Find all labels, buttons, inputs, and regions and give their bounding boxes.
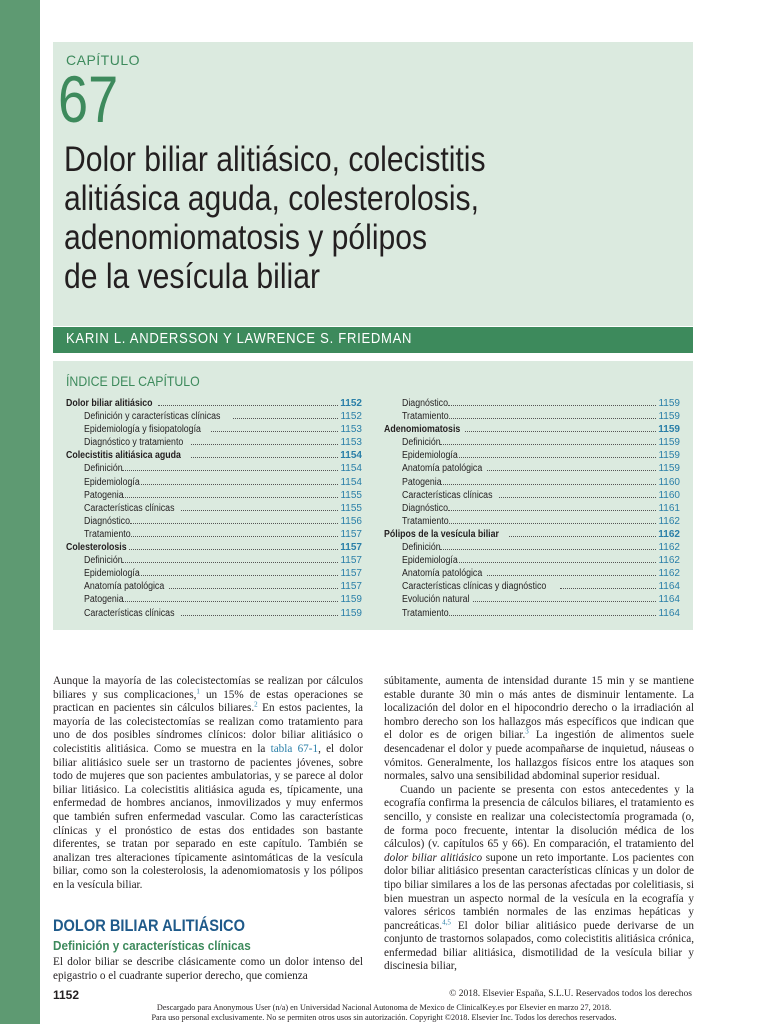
toc-leader-dots bbox=[509, 529, 657, 537]
toc-entry-page[interactable]: 1164 bbox=[658, 594, 680, 606]
toc-leader-dots bbox=[449, 516, 657, 524]
toc-entry-label: Tratamiento bbox=[402, 607, 449, 619]
toc-entry-page[interactable]: 1154 bbox=[340, 476, 362, 488]
toc-entry-label: Diagnóstico bbox=[402, 502, 448, 514]
toc-entry-page[interactable]: 1153 bbox=[340, 424, 362, 436]
toc-entry-page[interactable]: 1157 bbox=[340, 581, 362, 593]
toc-entry-label: Definición bbox=[84, 555, 123, 567]
toc-entry-label: Adenomiomatosis bbox=[384, 424, 461, 436]
toc-entry-page[interactable]: 1161 bbox=[658, 502, 680, 514]
toc-entry[interactable] bbox=[66, 410, 362, 423]
toc-entry[interactable] bbox=[66, 423, 362, 436]
toc-entry[interactable] bbox=[66, 397, 362, 410]
toc-leader-dots bbox=[441, 477, 656, 485]
toc-entry-page[interactable]: 1152 bbox=[340, 411, 362, 423]
toc-entry-label: Colecistitis alitiásica aguda bbox=[66, 450, 181, 462]
toc-entry-label: Definición bbox=[84, 463, 123, 475]
chapter-number: 67 bbox=[58, 62, 119, 136]
toc-leader-dots bbox=[191, 437, 339, 445]
toc-entry-page[interactable]: 1160 bbox=[658, 489, 680, 501]
toc-entry-page[interactable]: 1153 bbox=[340, 437, 362, 449]
body-column-right bbox=[384, 675, 694, 974]
toc-entry-page[interactable]: 1155 bbox=[340, 502, 362, 514]
toc-entry-page[interactable]: 1162 bbox=[658, 555, 680, 567]
toc-entry-page[interactable]: 1164 bbox=[658, 607, 680, 619]
citation[interactable]: 2 bbox=[254, 700, 258, 709]
toc-leader-dots bbox=[131, 529, 339, 537]
toc-entry-label: Definición bbox=[402, 542, 441, 554]
toc-leader-dots bbox=[448, 503, 656, 511]
citation[interactable]: 3 bbox=[525, 727, 529, 736]
toc-entry[interactable] bbox=[384, 489, 680, 502]
chapter-title-line: adenomiomatosis y pólipos bbox=[64, 218, 428, 257]
toc-entry-label: Epidemiología bbox=[84, 568, 140, 580]
toc-entry[interactable] bbox=[384, 410, 680, 423]
toc-entry-label: Patogenia bbox=[402, 476, 442, 488]
toc-leader-dots bbox=[129, 542, 338, 550]
toc-entry-label: Anatomía patológica bbox=[402, 568, 483, 580]
toc-leader-dots bbox=[487, 568, 656, 576]
toc-leader-dots bbox=[191, 450, 339, 458]
toc-entry-page[interactable]: 1159 bbox=[340, 594, 362, 606]
toc-leader-dots bbox=[211, 424, 339, 432]
chapter-label: CAPÍTULO bbox=[66, 52, 141, 68]
toc-entry-page[interactable]: 1152 bbox=[340, 398, 362, 409]
toc-entry[interactable] bbox=[66, 515, 362, 528]
toc-heading: ÍNDICE DEL CAPÍTULO bbox=[66, 373, 200, 389]
paragraph: Cuando un paciente se presenta con estos antecedentes y la ecografía confirma la presencia de cálculos biliares, el tratamiento es sencillo, y consiste en realizar una colecistectomía programada (o, de forma poco frecuente, intentar la disolución médica de los cálculos) (v. capítulos 65 y 66). En comparación, el tratamiento del dolor biliar alitiásico supone un reto importante. Los pacientes con dolor biliar alitiásico presentan características clínicas y un dolor de tipo biliar similares a los de las personas afectadas por colelitiasis, si bien muestran un aspecto normal de la vesícula en la ecografía y valores séricos también normales de las enzimas hepáticas y pancreáticas.$^{4,5}$ El dolor biliar alitiásico puede derivarse de un conjunto de trastornos solapados, como colecistitis alitiásica crónica, enfermedad biliar alitiásica, dismotilidad de la vesícula biliar y discinesia biliar, bbox=[384, 783, 694, 973]
toc-entry[interactable] bbox=[384, 423, 680, 436]
toc-entry[interactable] bbox=[66, 476, 362, 489]
toc-column-left bbox=[66, 397, 362, 620]
side-color-bar bbox=[0, 0, 40, 1024]
toc-entry[interactable] bbox=[384, 567, 680, 580]
toc-leader-dots bbox=[123, 490, 338, 498]
paragraph: El dolor biliar se describe clásicamente como un dolor intenso del epigastrio o el cuadrante superior derecho, que comienza bbox=[53, 956, 363, 982]
citation[interactable]: 1 bbox=[196, 686, 200, 695]
toc-entry[interactable] bbox=[66, 528, 362, 541]
toc-leader-dots bbox=[473, 594, 657, 602]
toc-entry-label: Epidemiología y fisiopatología bbox=[84, 424, 201, 436]
body-column-left bbox=[53, 675, 363, 893]
toc-entry-label: Definición y características clínicas bbox=[84, 411, 221, 423]
toc-entry[interactable] bbox=[384, 541, 680, 554]
section-heading: DOLOR BILIAR ALITIÁSICO bbox=[53, 916, 245, 935]
toc-entry-label: Características clínicas y diagnóstico bbox=[402, 581, 547, 593]
toc-leader-dots bbox=[440, 542, 657, 550]
toc-entry[interactable] bbox=[384, 554, 680, 567]
toc-entry[interactable] bbox=[66, 607, 362, 620]
toc-entry-page[interactable]: 1164 bbox=[658, 581, 680, 593]
toc-leader-dots bbox=[465, 424, 657, 432]
toc-leader-dots bbox=[449, 411, 657, 419]
toc-entry-page[interactable]: 1157 bbox=[340, 555, 362, 567]
toc-entry[interactable] bbox=[384, 476, 680, 489]
toc-entry-page[interactable]: 1154 bbox=[340, 450, 362, 462]
toc-entry-label: Tratamiento bbox=[402, 411, 449, 423]
toc-leader-dots bbox=[158, 398, 338, 406]
toc-entry-label: Anatomía patológica bbox=[84, 581, 165, 593]
toc-entry-page[interactable]: 1156 bbox=[340, 515, 362, 527]
table-link[interactable]: tabla 67-1 bbox=[270, 742, 319, 755]
toc-entry-label: Pólipos de la vesícula biliar bbox=[384, 528, 499, 540]
toc-entry-page[interactable]: 1159 bbox=[658, 411, 680, 423]
toc-entry-page[interactable]: 1159 bbox=[658, 463, 680, 475]
toc-entry-page[interactable]: 1162 bbox=[658, 528, 680, 540]
toc-entry-page[interactable]: 1157 bbox=[340, 542, 362, 554]
toc-entry[interactable] bbox=[66, 449, 362, 462]
toc-entry[interactable] bbox=[384, 528, 680, 541]
chapter-title bbox=[64, 140, 597, 296]
toc-entry-page[interactable]: 1155 bbox=[340, 489, 362, 501]
toc-entry-page[interactable]: 1159 bbox=[340, 607, 362, 619]
toc-leader-dots bbox=[487, 463, 656, 471]
toc-leader-dots bbox=[560, 581, 657, 589]
citation[interactable]: 4,5 bbox=[442, 917, 451, 926]
toc-entry-label: Patogenia bbox=[84, 489, 124, 501]
toc-leader-dots bbox=[499, 490, 657, 498]
toc-leader-dots bbox=[440, 437, 657, 445]
toc-entry[interactable] bbox=[384, 607, 680, 620]
toc-entry[interactable] bbox=[66, 489, 362, 502]
toc-entry[interactable] bbox=[384, 436, 680, 449]
paragraph: súbitamente, aumenta de intensidad durante 15 min y se mantiene estable durante 30 min o más antes de disminuir lentamente. La localización del dolor en el hipocondrio derecho o la irradiación al hombro derecho son los hallazgos más específicos que indican que el dolor es de origen biliar.$^3$ La ingestión de alimentos suele desencadenar el dolor y puede acompañarse de inquietud, náuseas o vómitos. Generalmente, los hallazgos físicos entre los ataques son normales, salvo una sensibilidad abdominal superior residual. bbox=[384, 675, 694, 783]
toc-entry[interactable] bbox=[384, 593, 680, 606]
toc-entry[interactable] bbox=[384, 502, 680, 515]
toc-entry-label: Diagnóstico bbox=[402, 398, 448, 409]
download-notice: Descargado para Anonymous User (n/a) en Universidad Nacional Autonoma de Mexico de ClinicalKey.es por Elsevier en marzo 27, 2018. bbox=[156, 1003, 612, 1012]
toc-entry-label: Diagnóstico bbox=[84, 515, 130, 527]
toc-entry[interactable] bbox=[66, 541, 362, 554]
subsection-heading: Definición y características clínicas bbox=[53, 938, 251, 953]
toc-leader-dots bbox=[181, 608, 339, 616]
toc-entry[interactable] bbox=[384, 580, 680, 593]
toc-entry[interactable] bbox=[66, 580, 362, 593]
toc-entry[interactable] bbox=[384, 462, 680, 475]
toc-entry-label: Definición bbox=[402, 437, 441, 449]
toc-leader-dots bbox=[181, 503, 339, 511]
toc-leader-dots bbox=[141, 568, 338, 576]
toc-entry-page[interactable]: 1159 bbox=[658, 437, 680, 449]
toc-entry-page[interactable]: 1159 bbox=[658, 450, 680, 462]
toc-entry-page[interactable]: 1162 bbox=[658, 542, 680, 554]
toc-entry-page[interactable]: 1159 bbox=[658, 424, 680, 436]
copyright: © 2018. Elsevier España, S.L.U. Reservados todos los derechos bbox=[449, 989, 692, 999]
toc-entry-label: Epidemiología bbox=[402, 555, 458, 567]
toc-entry[interactable] bbox=[384, 397, 680, 410]
toc-leader-dots bbox=[130, 516, 338, 524]
toc-entry-label: Colesterolosis bbox=[66, 542, 127, 554]
toc-leader-dots bbox=[122, 555, 339, 563]
toc-entry[interactable] bbox=[66, 567, 362, 580]
toc-entry[interactable] bbox=[384, 449, 680, 462]
toc-entry-page[interactable]: 1159 bbox=[658, 398, 680, 409]
toc-leader-dots bbox=[141, 477, 338, 485]
toc-entry-page[interactable]: 1162 bbox=[658, 568, 680, 580]
toc-entry-label: Patogenia bbox=[84, 594, 124, 606]
toc-entry-label: Epidemiología bbox=[84, 476, 140, 488]
toc-entry[interactable] bbox=[384, 515, 680, 528]
usage-notice: Para uso personal exclusivamente. No se permiten otros usos sin autorización. Copyright ©2018. Elsevier Inc. Todos los derechos reservados. bbox=[151, 1013, 617, 1022]
toc-leader-dots bbox=[123, 594, 338, 602]
toc-entry-page[interactable]: 1160 bbox=[658, 476, 680, 488]
toc-entry-label: Dolor biliar alitiásico bbox=[66, 398, 153, 409]
chapter-title-line: de la vesícula biliar bbox=[64, 257, 320, 296]
toc-entry-label: Anatomía patológica bbox=[402, 463, 483, 475]
toc-entry-label: Características clínicas bbox=[402, 489, 493, 501]
toc-leader-dots bbox=[459, 555, 656, 563]
page-number: 1152 bbox=[53, 988, 80, 1002]
toc-entry-label: Diagnóstico y tratamiento bbox=[84, 437, 184, 449]
intro-paragraph: Aunque la mayoría de las colecistectomías se realizan por cálculos biliares y sus complicaciones,$^1$ un 15% de estas operaciones se practican en pacientes sin cálculos biliares.$^2$ En estos pacientes, la mayoría de las colecistectomías se realizan como tratamiento para uno de dos posibles síndromes clínicos: dolor biliar alitiásico o colecistitis alitiásica. Como se muestra en la tabla 67-1, el dolor biliar alitiásico suele ser un trastorno de pacientes jóvenes, sobre todo de mujeres que son pacientes ambulatorias, y se parece al dolor biliar litiásico. La colecistitis alitiásica aguda es, típicamente, una enfermedad de hombres ancianos, inmovilizados y muy enfermos que también sufren enfermedad vascular. Como las características clínicas y el pronóstico de estas dos entidades son bastante diferentes, se tratan por separado en este capítulo. También se analizan tres alteraciones típicamente asintomáticas de la vesícula biliar, como son la colesterolosis, la adenomiomatosis y los pólipos en la vesícula biliar. bbox=[53, 675, 364, 891]
toc-entry[interactable] bbox=[66, 462, 362, 475]
toc-entry-label: Tratamiento bbox=[402, 515, 449, 527]
toc-entry-page[interactable]: 1157 bbox=[340, 568, 362, 580]
toc-leader-dots bbox=[448, 398, 656, 406]
toc-entry-label: Evolución natural bbox=[402, 594, 470, 606]
toc-entry[interactable] bbox=[66, 593, 362, 606]
toc-leader-dots bbox=[459, 450, 656, 458]
toc-entry-page[interactable]: 1154 bbox=[340, 463, 362, 475]
toc-entry[interactable] bbox=[66, 502, 362, 515]
toc-entry-label: Tratamiento bbox=[84, 528, 131, 540]
toc-leader-dots bbox=[122, 463, 339, 471]
toc-entry-label: Características clínicas bbox=[84, 502, 175, 514]
toc-leader-dots bbox=[169, 581, 338, 589]
toc-entry-page[interactable]: 1162 bbox=[658, 515, 680, 527]
toc-entry[interactable] bbox=[66, 554, 362, 567]
body-column-left-continued bbox=[53, 956, 363, 983]
toc-entry[interactable] bbox=[66, 436, 362, 449]
toc-column-right bbox=[384, 397, 680, 620]
toc-leader-dots bbox=[449, 608, 657, 616]
toc-leader-dots bbox=[233, 411, 338, 419]
chapter-title-line: alitiásica aguda, colesterolosis, bbox=[64, 179, 479, 218]
chapter-title-line: Dolor biliar alitiásico, colecistitis bbox=[64, 140, 486, 179]
toc-entry-label: Epidemiología bbox=[402, 450, 458, 462]
toc-entry-label: Características clínicas bbox=[84, 607, 175, 619]
authors: KARIN L. ANDERSSON Y LAWRENCE S. FRIEDMAN bbox=[66, 331, 413, 347]
toc-entry-page[interactable]: 1157 bbox=[340, 528, 362, 540]
